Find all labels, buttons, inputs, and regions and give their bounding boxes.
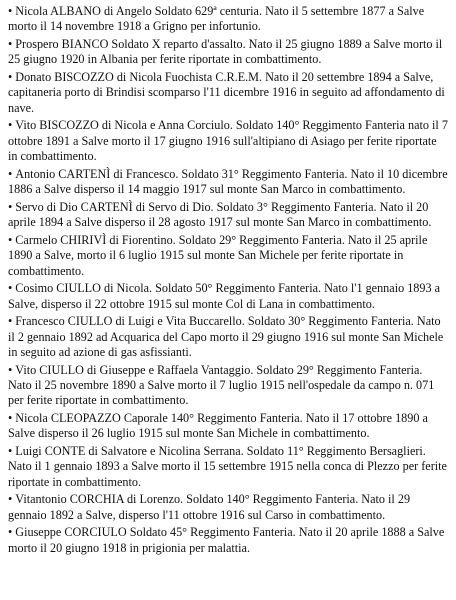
entry-text: Giuseppe CORCIULO Soldato 45° Reggimento Fanteria. Nato il 20 aprile 1888 a Salve morto il 20 giugno 1918 in prigionia per malattia.: [8, 525, 445, 555]
bullet: •: [8, 492, 13, 507]
entry-text: Vito BISCOZZO di Nicola e Anna Corciulo. Soldato 140° Reggimento Fanteria nato il 7 ottobre 1891 a Salve morto il 17 giugno 1916 sull'altipiano di Asiago per ferite riportate in combattimento.: [8, 118, 448, 164]
entry-carteni-antonio: [8, 167, 448, 198]
entry-cleopazzo: [8, 411, 448, 442]
entry-biscozzo-donato: [8, 70, 448, 116]
bullet: •: [8, 411, 13, 426]
entry-text: Vitantonio CORCHIA di Lorenzo. Soldato 140° Reggimento Fanteria. Nato il 29 gennaio 1892 a Salve, disperso l'11 ottobre 1916 sul Carso in combattimento.: [8, 492, 411, 522]
bullet: •: [8, 70, 13, 84]
entry-ciullo-francesco: [8, 314, 448, 360]
entry-bianco: [8, 37, 448, 68]
bullet: •: [8, 444, 13, 459]
bullet: •: [8, 166, 13, 181]
entry-ciullo-vito: [8, 363, 448, 409]
bullet: •: [8, 118, 13, 133]
entry-conte: [8, 444, 448, 490]
entry-text: Carmelo CHIRIVÌ di Fiorentino. Soldato 29° Reggimento Fanteria. Nato il 25 aprile 1890 a Salve, morto il 6 luglio 1915 sul monte San Michele per ferite riportate in combattimento.: [8, 232, 428, 278]
entry-text: Luigi CONTE di Salvatore e Nicolina Serrana. Soldato 11° Reggimento Bersaglieri. Nato il 1 gennaio 1893 a Salve morto il 15 settembre 1915 nella conca di Plezzo per ferite riportate in combattimento.: [8, 444, 447, 489]
bullet: •: [8, 37, 13, 51]
entry-biscozzo-vito: [8, 118, 448, 164]
bullet: •: [8, 199, 13, 214]
bullet: •: [8, 525, 13, 540]
entry-ciullo-cosimo: [8, 281, 448, 312]
entry-text: Nicola ALBANO di Angelo Soldato 629ª centuria. Nato il 5 settembre 1877 a Salve morto il 14 novembre 1918 a Grigno per infortunio.: [8, 4, 425, 34]
entry-text: Antonio CARTENÌ di Francesco. Soldato 31° Reggimento Fanteria. Nato il 10 dicembre 1886 a Salve disperso il 14 maggio 1917 sul monte San Marco in combattimento.: [8, 166, 448, 197]
bullet: •: [8, 4, 13, 18]
entry-text: Nicola CLEOPAZZO Caporale 140° Reggimento Fanteria. Nato il 17 ottobre 1890 a Salve disperso il 26 luglio 1915 sul monte San Michele in combattimento.: [8, 411, 428, 441]
bullet: •: [8, 362, 13, 377]
entry-text: Servo di Dio CARTENÌ di Servo di Dio. Soldato 3° Reggimento Fanteria. Nato il 20 aprile 1894 a Salve disperso il 28 agosto 1917 sul monte San Marco in combattimento.: [8, 199, 432, 230]
bullet: •: [8, 281, 13, 296]
bullet: •: [8, 232, 13, 247]
entry-corchia: [8, 492, 448, 523]
entry-chirivi: [8, 233, 448, 279]
entry-text: Francesco CIULLO di Luigi e Vita Buccarello. Soldato 30° Reggimento Fanteria. Nato il 2 gennaio 1892 ad Acquarica del Capo morto il 29 giugno 1916 sul monte San Michele in seguito ad azione di gas asfissianti.: [8, 314, 444, 360]
entry-text: Cosimo CIULLO di Nicola. Soldato 50° Reggimento Fanteria. Nato l'1 gennaio 1893 a Salve, disperso il 22 ottobre 1915 sul monte Col di Lana in combattimento.: [8, 281, 441, 311]
entry-text: Vito CIULLO di Giuseppe e Raffaela Vantaggio. Soldato 29° Reggimento Fanteria. Nato il 25 novembre 1890 a Salve morto il 7 luglio 1915 nell'ospedale da campo n. 071 per ferite riportate in combattimento.: [8, 362, 435, 408]
entry-albano: [8, 4, 448, 35]
bullet: •: [8, 314, 13, 329]
entry-text: Prospero BIANCO Soldato X reparto d'assalto. Nato il 25 giugno 1889 a Salve morto il 25 giugno 1920 in Albania per ferite riportate in combattimento.: [8, 37, 443, 67]
entry-text: Donato BISCOZZO di Nicola Fuochista C.R.E.M. Nato il 20 settembre 1894 a Salve, capitaneria porto di Brindisi scomparso l'11 dicembre 1916 in seguito ad affondamento di nave.: [8, 70, 445, 115]
entry-corciulo: [8, 525, 448, 556]
entry-carteni-servo: [8, 200, 448, 231]
